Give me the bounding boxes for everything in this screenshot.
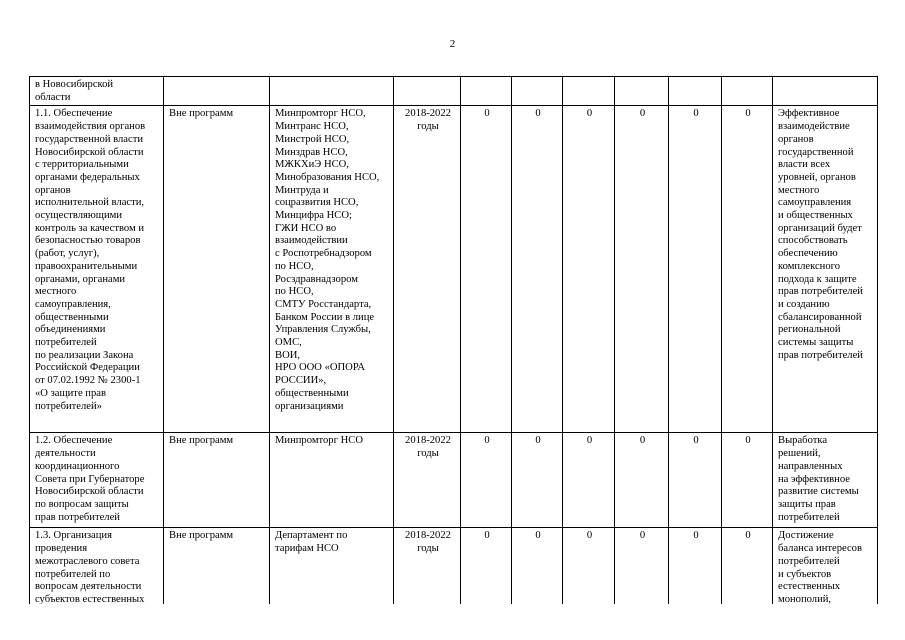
value-cell: 0 [615,433,669,528]
value-cell [512,77,563,106]
value-cell: 0 [512,433,563,528]
program-cell: Вне программ [164,433,270,528]
executors-cell: Департамент по тарифам НСО [270,528,394,604]
value-cell [615,77,669,106]
value-cell: 0 [669,528,722,604]
table-row [30,77,878,106]
period-cell: 2018-2022 годы [394,433,461,528]
value-cell: 0 [669,433,722,528]
value-cell: 0 [615,528,669,604]
value-cell: 0 [461,528,512,604]
value-cell [669,77,722,106]
table-row [30,433,878,528]
result-cell: Выработка решений, направленных на эффективное развитие системы защиты прав потребителей [773,433,878,528]
measure-cell: 1.3. Организация проведения межотраслевого совета потребителей по вопросам деятельности субъектов естественных [30,528,164,604]
value-cell: 0 [722,106,773,433]
value-cell: 0 [722,528,773,604]
result-cell: Достижение баланса интересов потребителей и субъектов естественных монополий, [773,528,878,604]
page-number: 2 [449,38,456,50]
value-cell: 0 [512,528,563,604]
value-cell: 0 [722,433,773,528]
measure-cell: в Новосибирской области [30,77,164,106]
value-cell: 0 [563,433,615,528]
value-cell: 0 [669,106,722,433]
plan-table [29,76,878,604]
executors-cell: Минпромторг НСО, Минтранс НСО, Минстрой НСО, Минздрав НСО, МЖКХиЭ НСО, Минобразования НСО, Минтруда и соцразвития НСО, Минцифра НСО; ГЖИ НСО во взаимодействии с Роспотребнадзором по НСО, Росздравнадзором по НСО, СМТУ Росстандарта, Банком России в лице Управления Службы, ОМС, ВОИ, НРО ООО «ОПОРА РОССИИ», общественными организациями [270,106,394,433]
value-cell [722,77,773,106]
table-row [30,528,878,604]
executors-cell [270,77,394,106]
measure-cell: 1.1. Обеспечение взаимодействия органов государственной власти Новосибирской области с территориальными органами федеральных органов исполнительной власти, осуществляющими контроль за качеством и безопасностью товаров (работ, услуг), правоохранительными органами, органами местного самоуправления, общественными объединениями потребителей по реализации Закона Российской Федерации от 07.02.1992 № 2300-1 «О защите прав потребителей» [30,106,164,433]
result-cell [773,77,878,106]
period-cell [394,77,461,106]
value-cell: 0 [615,106,669,433]
value-cell [461,77,512,106]
value-cell [563,77,615,106]
measure-cell: 1.2. Обеспечение деятельности координационного Совета при Губернаторе Новосибирской области по вопросам защиты прав потребителей [30,433,164,528]
value-cell: 0 [563,528,615,604]
period-cell: 2018-2022 годы [394,528,461,604]
value-cell: 0 [461,433,512,528]
result-cell: Эффективное взаимодействие органов государственной власти всех уровней, органов местного самоуправления и общественных организаций будет способствовать обеспечению комплексного подхода к защите прав потребителей и созданию сбалансированной региональной системы защиты прав потребителей [773,106,878,433]
program-cell: Вне программ [164,106,270,433]
value-cell: 0 [563,106,615,433]
value-cell: 0 [461,106,512,433]
value-cell: 0 [512,106,563,433]
program-cell: Вне программ [164,528,270,604]
program-cell [164,77,270,106]
executors-cell: Минпромторг НСО [270,433,394,528]
table-row [30,106,878,433]
table-body [30,77,878,605]
period-cell: 2018-2022 годы [394,106,461,433]
